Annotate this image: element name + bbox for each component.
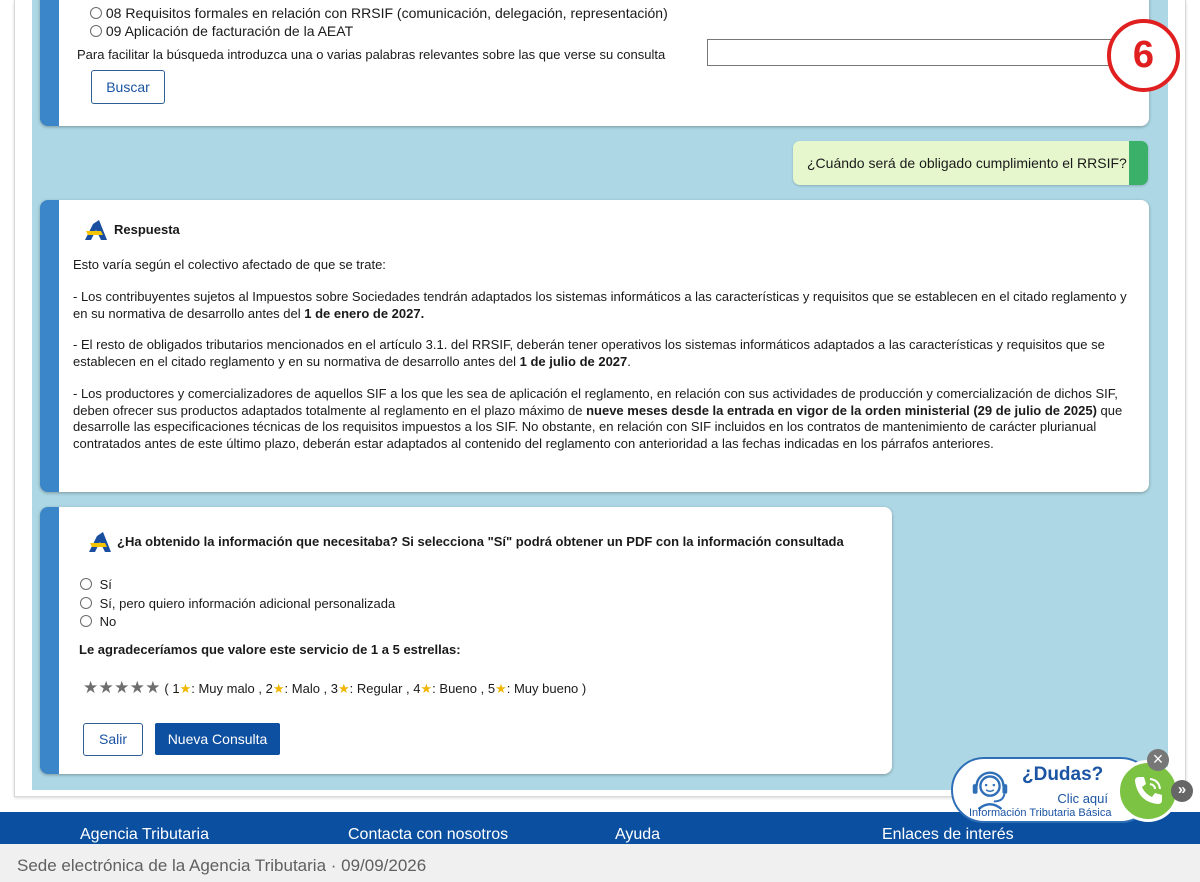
- step-badge: [1107, 19, 1180, 92]
- answer-paragraph-2: [73, 337, 1133, 370]
- star-1-icon[interactable]: ★: [83, 678, 99, 697]
- help-phone-button[interactable]: [1117, 760, 1179, 822]
- answer-p1-text: - Los contribuyentes sujetos al Impuestos sobre Sociedades tendrán adaptados los sistemas informáticos a las características y requisitos que se establecen en el citado reglamento y en su normativa de desarrollo antes del: [73, 289, 1127, 321]
- rating-scale-label: : Muy bueno: [506, 681, 579, 696]
- answer-p3-deadline: nueve meses desde la entrada en vigor de la orden ministerial (29 de julio de 2025): [586, 402, 1097, 418]
- topic-option-08[interactable]: [90, 5, 668, 21]
- close-icon: ×: [1152, 749, 1164, 769]
- status-bar: [0, 844, 1200, 882]
- footer-link-ayuda[interactable]: Ayuda: [615, 826, 661, 843]
- rating-scale-num: 2: [265, 681, 273, 696]
- answer-p2-date: 1 de julio de 2027: [519, 353, 628, 369]
- rating-label: Le agradeceríamos que valore este servicio de 1 a 5 estrellas:: [79, 642, 461, 657]
- star-5-icon[interactable]: ★: [145, 678, 161, 697]
- answer-paragraph-1: [73, 289, 1133, 322]
- aeat-logo-icon: [84, 219, 108, 241]
- status-text: Sede electrónica de la Agencia Tributaria · 09/09/2026: [17, 856, 427, 875]
- answer-p3-text: - Los productores y comercializadores de aquellos SIF a los que les sea de aplicación el reglamento, en relación con sus actividades de producción y comercialización de dichos SIF, deben ofrecer sus productos adaptados totalmente al reglamento en el plazo máximo de: [73, 386, 1118, 418]
- rating-scale-label: : Muy malo ,: [191, 681, 263, 696]
- answer-p1-date: 1 de enero de 2027.: [304, 305, 425, 321]
- star-yellow-icon: ★: [495, 681, 507, 696]
- topic-radio-09[interactable]: [90, 25, 102, 37]
- feedback-question: ¿Ha obtenido la información que necesitaba? Si selecciona "Sí" podrá obtener un PDF con la información consultada: [117, 534, 844, 549]
- feedback-radio-no[interactable]: [80, 615, 92, 627]
- rating-scale-label: : Malo ,: [284, 681, 328, 696]
- star-3-icon[interactable]: ★: [114, 678, 130, 697]
- topic-option-09[interactable]: [90, 23, 353, 39]
- rating-stars[interactable]: [83, 678, 164, 697]
- aeat-logo-icon: [88, 531, 112, 553]
- rating-scale-label: : Bueno ,: [432, 681, 485, 696]
- search-card: [40, 0, 1149, 126]
- rating-scale-close: ): [581, 681, 587, 696]
- rating-scale-num: 1: [172, 681, 180, 696]
- new-consultation-button[interactable]: Nueva Consulta: [155, 723, 280, 755]
- expand-icon: »: [1177, 781, 1187, 798]
- star-2-icon[interactable]: ★: [98, 678, 115, 697]
- topic-label-09: 09 Aplicación de facturación de la AEAT: [105, 23, 354, 39]
- feedback-option-yes-more[interactable]: [80, 596, 395, 611]
- footer-link-agencia[interactable]: Agencia Tributaria: [80, 826, 209, 843]
- feedback-option-label: Sí: [99, 577, 112, 592]
- feedback-option-yes[interactable]: [80, 577, 112, 592]
- star-4-icon[interactable]: ★: [129, 678, 146, 697]
- feedback-option-no[interactable]: [80, 614, 116, 629]
- feedback-radio-yes-more[interactable]: [80, 597, 92, 609]
- answer-heading: Respuesta: [114, 222, 180, 237]
- help-close-button[interactable]: [1147, 749, 1169, 771]
- feedback-option-label: Sí, pero quiero información adicional personalizada: [99, 596, 396, 611]
- search-prompt: Para facilitar la búsqueda introduzca una o varias palabras relevantes sobre las que verse su consulta: [77, 47, 666, 62]
- footer-link-enlaces[interactable]: Enlaces de interés: [882, 826, 1014, 843]
- star-yellow-icon: ★: [338, 681, 350, 696]
- question-text: ¿Cuándo será de obligado cumplimiento el RRSIF?: [807, 155, 1127, 171]
- rating-scale-label: : Regular ,: [349, 681, 410, 696]
- rating-row: [83, 678, 586, 698]
- rating-scale-open: (: [164, 681, 169, 696]
- headset-agent-icon: [967, 765, 1013, 811]
- feedback-option-label: No: [99, 614, 117, 629]
- step-number: 6: [1132, 34, 1155, 76]
- footer-link-contacto[interactable]: Contacta con nosotros: [348, 826, 509, 843]
- star-yellow-icon: ★: [179, 681, 192, 696]
- star-yellow-icon: ★: [272, 681, 285, 696]
- search-input[interactable]: [707, 39, 1117, 66]
- exit-button[interactable]: Salir: [83, 723, 143, 756]
- answer-p3-rest: que desarrolle las especificaciones técnicas de los requisitos impuestos a los SIF. No obstante, en relación con SIF incluidos en los contratos de mantenimiento de carácter plurianual contratados antes de este último plazo, deberán estar adaptados al contenido del reglamento con anterioridad a las fechas indicadas en los párrafos anteriores.: [73, 402, 1123, 451]
- answer-paragraph-3: [73, 386, 1133, 452]
- rating-scale-num: 4: [413, 681, 421, 696]
- topic-radio-08[interactable]: [90, 7, 102, 19]
- rating-scale-num: 3: [330, 681, 339, 696]
- help-subtitle: Información Tributaria Básica: [969, 807, 1112, 819]
- search-button[interactable]: Buscar: [91, 70, 165, 104]
- answer-p2-text: - El resto de obligados tributarios mencionados en el artículo 3.1. del RRSIF, deberán tener operativos los sistemas informáticos adaptados a las características y requisitos que se establecen en el citado reglamento y en su normativa de desarrollo antes del: [73, 337, 1105, 369]
- question-bubble: [793, 141, 1148, 185]
- phone-icon: [1128, 771, 1168, 811]
- star-yellow-icon: ★: [420, 681, 433, 696]
- topic-label-08: 08 Requisitos formales en relación con RRSIF (comunicación, delegación, representación): [105, 5, 668, 21]
- feedback-radio-yes[interactable]: [80, 578, 92, 590]
- answer-intro: Esto varía según el colectivo afectado de que se trate:: [73, 257, 386, 272]
- help-expand-button[interactable]: [1171, 780, 1193, 802]
- rating-scale-num: 5: [487, 681, 496, 696]
- help-link[interactable]: Clic aquí: [1057, 791, 1108, 806]
- help-title: ¿Dudas?: [1022, 764, 1104, 785]
- answer-p2-end: .: [627, 353, 631, 369]
